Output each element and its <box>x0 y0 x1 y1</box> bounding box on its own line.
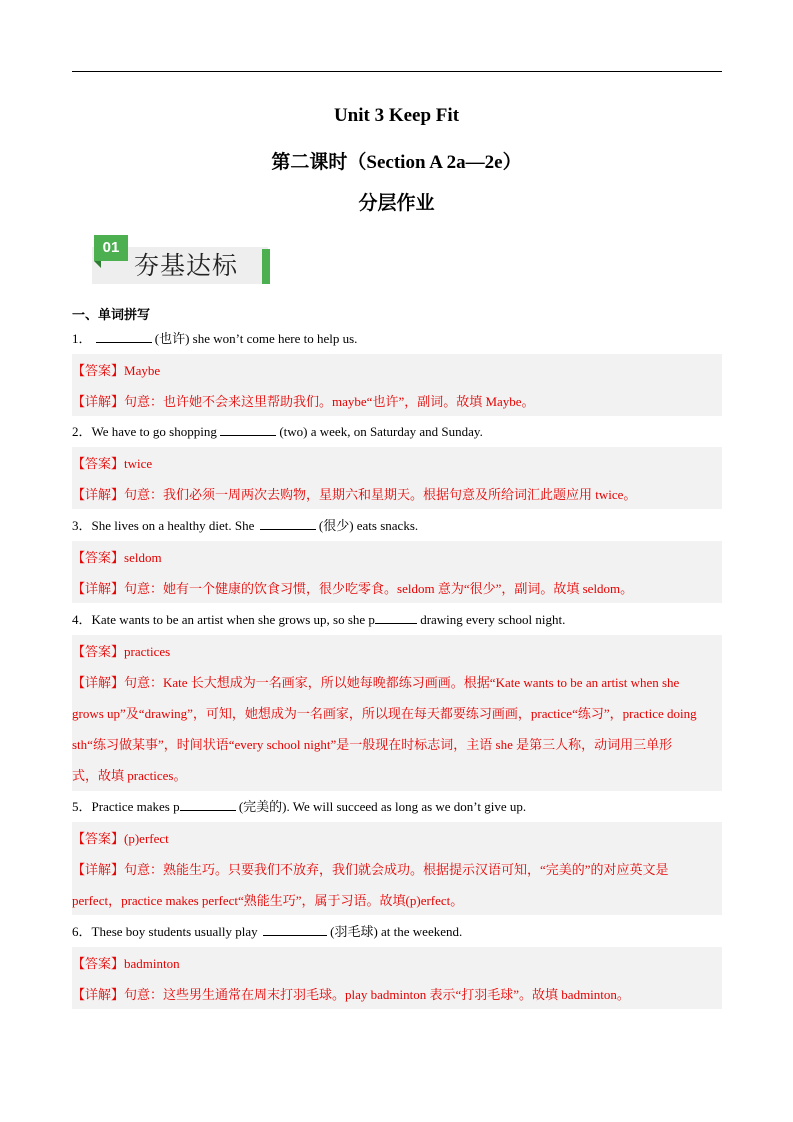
answer-value: practices <box>124 644 171 659</box>
answer-blank[interactable] <box>180 797 236 811</box>
answer-box-3 <box>72 541 722 603</box>
detail-label: 【详解】 <box>72 987 125 1002</box>
detail-line: 句意：也许她不会来这里帮助我们。maybe“也许”，副词。故填 Maybe。 <box>124 394 535 409</box>
question-4 <box>72 610 722 630</box>
question-text-before: These boy students usually play <box>91 924 261 939</box>
question-text-after: (也许) she won’t come here to help us. <box>151 331 358 346</box>
question-text-after: (two) a week, on Saturday and Sunday. <box>276 424 483 439</box>
detail-line: 式，故填 practices。 <box>72 768 187 783</box>
answer-box-1 <box>72 354 722 416</box>
answer-value: twice <box>124 456 153 471</box>
banner-label: 夯基达标 <box>134 251 239 280</box>
answer-box-4 <box>72 635 722 791</box>
answer-label: 【答案】 <box>72 456 125 471</box>
answer-label: 【答案】 <box>72 363 125 378</box>
question-6 <box>72 922 722 942</box>
question-text-after: (很少) eats snacks. <box>315 518 419 533</box>
answer-box-2 <box>72 447 722 509</box>
top-rule <box>72 71 722 72</box>
question-text-after: (完美的). We will succeed as long as we don’t give up. <box>235 799 527 814</box>
question-text-after: (羽毛球) at the weekend. <box>326 924 463 939</box>
question-1 <box>72 329 722 349</box>
question-number: 5． <box>72 799 92 814</box>
answer-label: 【答案】 <box>72 644 125 659</box>
question-text-before: Kate wants to be an artist when she grows up, so she p <box>91 612 375 627</box>
answer-label: 【答案】 <box>72 956 125 971</box>
detail-line: 句意：我们必须一周两次去购物，星期六和星期天。根据句意及所给词汇此题应用 twice。 <box>124 487 637 502</box>
question-number: 6． <box>72 924 92 939</box>
question-text-after: drawing every school night. <box>416 612 566 627</box>
question-5 <box>72 797 722 817</box>
banner-number-badge: 01 <box>94 235 128 261</box>
answer-blank[interactable] <box>375 610 417 624</box>
question-text-before: We have to go shopping <box>91 424 221 439</box>
section-banner <box>84 233 274 288</box>
answer-box-6 <box>72 947 722 1009</box>
detail-label: 【详解】 <box>72 487 125 502</box>
answer-value: (p)erfect <box>124 831 169 846</box>
lesson-title: 第二课时（Section A 2a—2e） <box>271 152 522 173</box>
answer-value: badminton <box>124 956 180 971</box>
answer-label: 【答案】 <box>72 831 125 846</box>
answer-value: seldom <box>124 550 162 565</box>
detail-label: 【详解】 <box>72 581 125 596</box>
homework-title: 分层作业 <box>358 193 435 214</box>
question-text-before: Practice makes p <box>91 799 180 814</box>
detail-line: 句意：熟能生巧。只要我们不放弃，我们就会成功。根据提示汉语可知，“完美的”的对应英文是 <box>124 862 669 877</box>
detail-line: sth“练习做某事”，时间状语“every school night”是一般现在时标志词，主语 she 是第三人称，动词用三单形 <box>72 737 673 752</box>
detail-label: 【详解】 <box>72 394 125 409</box>
detail-line: 句意：Kate 长大想成为一名画家，所以她每晚都练习画画。根据“Kate wants to be an artist when she <box>124 675 680 690</box>
detail-label: 【详解】 <box>72 862 125 877</box>
detail-line: perfect，practice makes perfect“熟能生巧”，属于习语。故填(p)erfect。 <box>72 893 464 908</box>
answer-label: 【答案】 <box>72 550 125 565</box>
detail-line: 句意：这些男生通常在周末打羽毛球。play badminton 表示“打羽毛球”。故填 badminton。 <box>124 987 630 1002</box>
question-number: 1． <box>72 331 92 346</box>
unit-title: Unit 3 Keep Fit <box>333 105 460 126</box>
answer-blank[interactable] <box>220 422 276 436</box>
question-number: 2． <box>72 424 92 439</box>
question-2 <box>72 422 722 442</box>
answer-box-5 <box>72 822 722 915</box>
detail-line: grows up”及“drawing”，可知，她想成为一名画家，所以现在每天都要练习画画，practice“练习”，practice doing <box>72 706 697 721</box>
detail-label: 【详解】 <box>72 675 125 690</box>
section-heading: 一、单词拼写 <box>72 308 151 323</box>
answer-blank[interactable] <box>263 922 327 936</box>
question-text-before: She lives on a healthy diet. She <box>91 518 258 533</box>
answer-blank[interactable] <box>96 329 152 343</box>
banner-accent-bar <box>262 249 270 284</box>
question-number: 3． <box>72 518 92 533</box>
detail-line: 句意：她有一个健康的饮食习惯，很少吃零食。seldom 意为“很少”，副词。故填 seldom。 <box>124 581 634 596</box>
answer-value: Maybe <box>124 363 161 378</box>
answer-blank[interactable] <box>260 516 316 530</box>
question-number: 4． <box>72 612 92 627</box>
question-3 <box>72 516 722 536</box>
banner-badge-tail-icon <box>94 261 101 268</box>
